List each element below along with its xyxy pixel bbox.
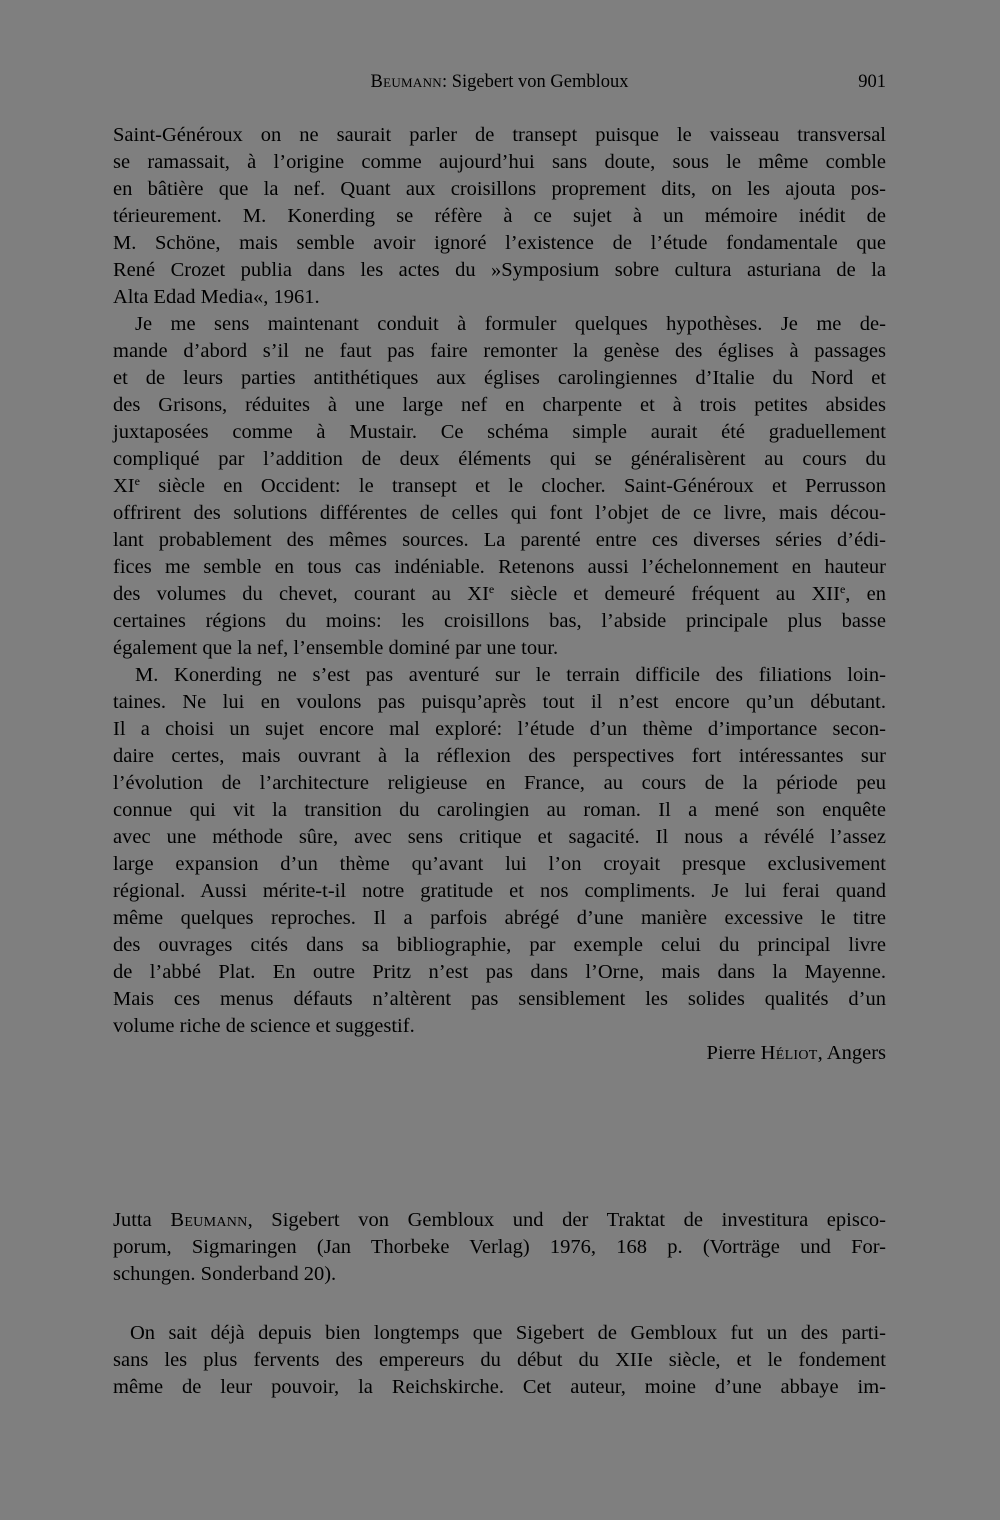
text-line: taines. Ne lui en voulons pas puisqu’après tout il n’est encore qu’un débutant.: [113, 691, 886, 713]
text-line: M. Konerding ne s’est pas aventuré sur le terrain difficile des filiations loin-: [135, 664, 886, 686]
text-line: offrirent des solutions différentes de celles qui font l’objet de ce livre, mais décou-: [113, 502, 886, 524]
text-line: Saint-Généroux on ne saurait parler de transept puisque le vaisseau transversal: [113, 124, 886, 146]
text-line: avec une méthode sûre, avec sens critique et sagacité. Il nous a révélé l’assez: [113, 826, 886, 848]
text-line: lant probablement des mêmes sources. La parenté entre ces diverses séries d’édi-: [113, 529, 886, 551]
text-line: même de leur pouvoir, la Reichskirche. Cet auteur, moine d’une abbaye im-: [113, 1376, 886, 1398]
text-line: daire certes, mais ouvrant à la réflexion des perspectives fort intéressantes sur: [113, 745, 886, 767]
text-line: M. Schöne, mais semble avoir ignoré l’existence de l’étude fondamentale que: [113, 232, 886, 254]
next-review-body: [113, 1320, 886, 1401]
text-line: régional. Aussi mérite-t-il notre gratitude et nos compliments. Je lui ferai quand: [113, 880, 886, 902]
signature: [113, 1040, 886, 1067]
page-number: 901: [858, 72, 886, 92]
line-start: des volumes du chevet, courant au: [113, 583, 452, 605]
text-line: se ramassait, à l’origine comme aujourd’hui sans doute, sous le même comble: [113, 151, 886, 173]
header-author: Beumann: [370, 72, 442, 92]
superscript: e: [134, 474, 140, 488]
text-line: juxtaposées comme à Mustair. Ce schéma simple aurait été graduellement: [113, 421, 886, 443]
text-line: Alta Edad Media«, 1961.: [113, 286, 320, 308]
text-line: également que la nef, l’ensemble dominé par une tour.: [113, 637, 559, 659]
text-line: volume riche de science et suggestif.: [113, 1015, 415, 1037]
signature-surname: Héliot: [760, 1042, 818, 1064]
text-line: l’évolution de l’architecture religieuse en France, au cours de la période peu: [113, 772, 886, 794]
signature-first-name: Pierre: [706, 1042, 761, 1064]
text-line: des ouvrages cités dans sa bibliographie, par exemple celui du principal livre: [113, 934, 886, 956]
text-line: des Grisons, réduites à une large nef en charpente et à trois petites absides: [113, 394, 886, 416]
book-citation: [113, 1207, 886, 1288]
text-line: de l’abbé Plat. En outre Pritz n’est pas dans l’Orne, mais dans la Mayenne.: [113, 961, 886, 983]
text-line: térieurement. M. Konerding se réfère à ce sujet à un mémoire inédit de: [113, 205, 886, 227]
line-end: , en: [845, 583, 886, 605]
century-numeral: XI: [113, 475, 135, 497]
signature-city: , Angers: [817, 1042, 886, 1064]
text-line: connue qui vit la transition du carolingien au roman. Il a mené son enquête: [113, 799, 886, 821]
text-line: même quelques reproches. Il a parfois abrégé d’une manière excessive le titre: [113, 907, 886, 929]
text-line: porum, Sigmaringen (Jan Thorbeke Verlag) 1976, 168 p. (Vorträge und For-: [113, 1236, 886, 1258]
text-line: en bâtière que la nef. Quant aux croisillons proprement dits, on les ajouta pos-: [113, 178, 886, 200]
text-line: sans les plus fervents des empereurs du début du XIIe siècle, et le fondement: [113, 1349, 886, 1371]
text-line: et de leurs parties antithétiques aux églises carolingiennes d’Italie du Nord et: [113, 367, 886, 389]
citation-author-surname: Beumann: [170, 1209, 248, 1231]
text-line: mande d’abord s’il ne faut pas faire remonter la genèse des églises à passages: [113, 340, 886, 362]
line-remainder: siècle en Occident: le transept et le clocher. Saint-Généroux et Perrusson: [158, 475, 887, 497]
century-numeral: XI: [467, 583, 489, 605]
running-title: [113, 72, 886, 93]
text-line: Il a choisi un sujet encore mal exploré: l’étude d’un thème d’importance secon-: [113, 718, 886, 740]
running-header: [113, 72, 886, 96]
header-title: : Sigebert von Gembloux: [441, 72, 629, 92]
superscript: e: [488, 582, 495, 596]
text-line: large expansion d’un thème qu’avant lui l’on croyait presque exclusivement: [113, 853, 886, 875]
text-line: Mais ces menus défauts n’altèrent pas sensiblement les solides qualités d’un: [113, 988, 886, 1010]
text-line: compliqué par l’addition de deux éléments qui se généralisèrent au cours du: [113, 448, 886, 470]
text-line: schungen. Sonderband 20).: [113, 1263, 337, 1285]
text-line: Je me sens maintenant conduit à formuler quelques hypothèses. Je me de-: [135, 313, 886, 335]
text-line: [113, 581, 886, 608]
century-numeral: XII: [811, 583, 840, 605]
review-body: [113, 122, 886, 1067]
text-line: [113, 473, 886, 500]
citation-title: , Sigebert von Gembloux und der Traktat de investitura episco-: [247, 1209, 886, 1231]
text-line: On sait déjà depuis bien longtemps que Sigebert de Gembloux fut un des parti-: [130, 1322, 886, 1344]
citation-author-first: Jutta: [113, 1209, 171, 1231]
superscript: e: [839, 582, 846, 596]
line-middle: siècle et demeuré fréquent au: [494, 583, 812, 605]
text-line: certaines régions du moins: les croisillons bas, l’abside principale plus basse: [113, 610, 886, 632]
text-line: [113, 1207, 886, 1234]
text-line: René Crozet publia dans les actes du »Symposium sobre cultura asturiana de la: [113, 259, 886, 281]
text-line: fices me semble en tous cas indéniable. Retenons aussi l’échelonnement en hauteur: [113, 556, 886, 578]
